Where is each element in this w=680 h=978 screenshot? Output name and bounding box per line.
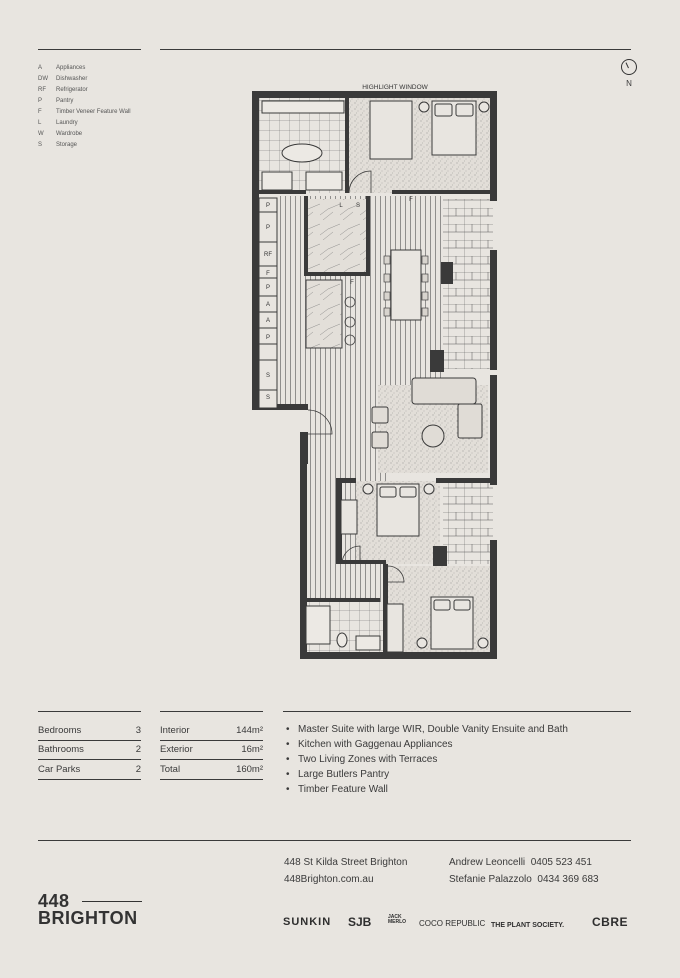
compass-icon: [621, 59, 637, 75]
contact-rule: [38, 840, 631, 841]
wardrobe-bedroom-3: [387, 604, 403, 652]
legend-item: DW Dishwasher: [38, 75, 88, 82]
stat-row: Total 160m²: [160, 760, 263, 780]
highlight-window-label: HIGHLIGHT WINDOW: [362, 84, 428, 91]
address-street: 448 St Kilda Street Brighton: [284, 857, 408, 868]
wardrobe-bedroom-2: [341, 500, 357, 534]
dining-table: [391, 250, 421, 320]
plan-label-rf: RF: [264, 252, 272, 258]
brand-rule: [82, 901, 142, 902]
plan-label-f: F: [350, 280, 354, 286]
butlers-pantry-floor: [306, 199, 368, 274]
agent-row: Stefanie Palazzolo 0434 369 683: [449, 874, 599, 885]
plan-label-p: P: [265, 225, 271, 231]
legend-item: P Pantry: [38, 97, 74, 104]
plan-label-a: A: [265, 302, 271, 308]
plan-label-s: S: [265, 395, 271, 401]
specs-rule-left: [38, 711, 141, 712]
top-rule-right: [160, 49, 631, 50]
feature-item: • Kitchen with Gaggenau Appliances: [286, 739, 453, 750]
features-list: [286, 722, 568, 797]
legend-item: F Timber Veneer Feature Wall: [38, 108, 131, 115]
feature-item: • Two Living Zones with Terraces: [286, 754, 438, 765]
address-website[interactable]: 448Brighton.com.au: [284, 874, 374, 885]
partner-sunkin: SUNKIN: [283, 916, 332, 928]
plan-label-l: L: [339, 203, 343, 209]
legend: [38, 62, 131, 150]
legend-item: S Storage: [38, 141, 78, 148]
address-block: [284, 854, 407, 888]
plan-label-f: F: [266, 271, 270, 277]
partner-coco-republic: COCO REPUBLIC: [419, 919, 486, 928]
partner-jack-merlo: JACK MERLO: [388, 914, 407, 925]
plan-label-p: P: [265, 335, 271, 341]
feature-item: • Master Suite with large WIR, Double Vanity Ensuite and Bath: [286, 724, 568, 735]
feature-item: • Large Butlers Pantry: [286, 769, 390, 780]
agents-block: [449, 854, 599, 888]
brand-logo: 448 BRIGHTON: [38, 891, 138, 928]
plan-label-a: A: [265, 318, 271, 324]
stats-rooms: [38, 721, 141, 780]
stats-area: [160, 721, 263, 780]
wardrobe-master: [370, 101, 412, 159]
plan-label-s: S: [265, 373, 271, 379]
agent-row: Andrew Leoncelli 0405 523 451: [449, 857, 592, 868]
partner-cbre: CBRE: [592, 915, 629, 929]
legend-item: RF Refrigerator: [38, 86, 88, 93]
kitchen-island: [306, 280, 342, 348]
partner-sjb: SJB: [348, 915, 372, 929]
stat-row: Interior 144m²: [160, 721, 263, 741]
top-rule-left: [38, 49, 141, 50]
stat-row: Bathrooms 2: [38, 741, 141, 761]
specs-rule-right: [283, 711, 631, 712]
feature-item: • Timber Feature Wall: [286, 784, 388, 795]
plan-label-f: F: [409, 197, 413, 203]
partner-plant-society: THE PLANT SOCIETY.: [491, 922, 565, 929]
legend-item: W Wardrobe: [38, 130, 83, 137]
stat-row: Bedrooms 3: [38, 721, 141, 741]
specs-rule-mid: [160, 711, 263, 712]
stat-row: Car Parks 2: [38, 760, 141, 780]
floor-plan: [240, 82, 510, 668]
plan-label-p: P: [265, 203, 271, 209]
stat-row: Exterior 16m²: [160, 741, 263, 761]
plan-label-s: S: [355, 203, 361, 209]
plan-label-p: P: [265, 285, 271, 291]
north-arrow: N: [614, 59, 644, 88]
legend-item: L Laundry: [38, 119, 78, 126]
terrace-secondary: [443, 482, 493, 564]
legend-item: A Appliances: [38, 64, 86, 71]
floor-areas: [258, 97, 494, 655]
